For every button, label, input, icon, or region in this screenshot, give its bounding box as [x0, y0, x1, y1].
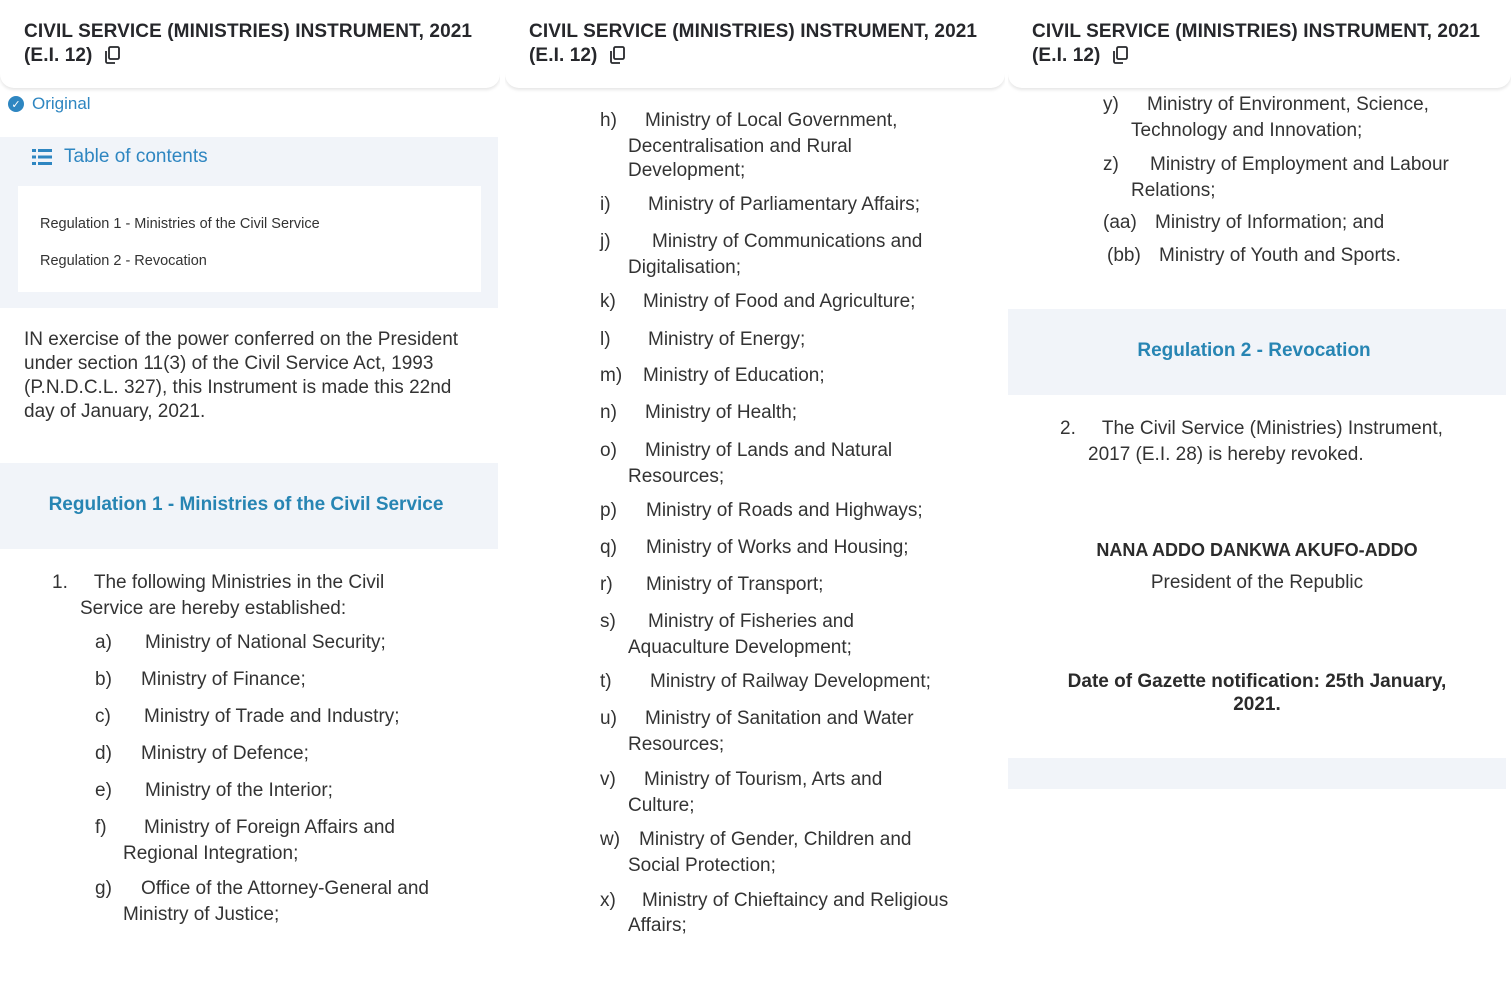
signatory-title: President of the Republic: [1150, 572, 1364, 593]
regulation-2-title: Regulation 2 - Revocation: [1137, 340, 1371, 361]
list-item: k) Ministry of Food and Agriculture;: [600, 291, 916, 312]
list-item: i) Ministry of Parliamentary Affairs;: [600, 194, 921, 215]
regulation-2-text: 2. The Civil Service (Ministries) Instrument,: [1060, 418, 1443, 439]
copy-icon[interactable]: [104, 46, 120, 64]
toc-heading[interactable]: [32, 146, 208, 168]
copy-icon[interactable]: [609, 46, 625, 64]
signatory-name: NANA ADDO DANKWA AKUFO-ADDO: [1096, 540, 1418, 560]
gazette-date: Date of Gazette notification: 25th January, 2021.: [1067, 671, 1447, 715]
list-item-cont: Relations;: [1131, 180, 1216, 201]
list-item-cont: Culture;: [628, 795, 695, 816]
original-label: Original: [32, 94, 91, 113]
footer-band: [1008, 758, 1506, 789]
list-item: h) Ministry of Local Government,: [600, 110, 898, 131]
list-item-cont: Development;: [628, 160, 746, 181]
list-item: t) Ministry of Railway Development;: [600, 671, 931, 692]
toc-heading-label: Table of contents: [64, 146, 208, 167]
list-item: x) Ministry of Chieftaincy and Religious: [600, 890, 949, 911]
list-item: g) Office of the Attorney-General and: [95, 878, 429, 899]
document-title: CIVIL SERVICE (MINISTRIES) INSTRUMENT, 2021: [24, 21, 473, 42]
copy-icon[interactable]: [1112, 46, 1128, 64]
document-code: (E.I. 12): [24, 45, 93, 66]
document-code: (E.I. 12): [529, 45, 598, 66]
regulation-1-intro: 1. The following Ministries in the Civil: [52, 572, 385, 593]
list-item: c) Ministry of Trade and Industry;: [95, 706, 400, 727]
document-header: [505, 0, 1005, 88]
list-item: l) Ministry of Energy;: [600, 329, 806, 350]
document-panel-2: [505, 0, 1005, 986]
list-item-cont: Technology and Innovation;: [1131, 120, 1363, 141]
toc-item-regulation-2[interactable]: Regulation 2 - Revocation: [40, 253, 207, 269]
list-item: u) Ministry of Sanitation and Water: [600, 708, 914, 729]
list-item: m) Ministry of Education;: [600, 365, 825, 386]
document-panel-1: [0, 0, 500, 986]
section-number: 1.: [52, 572, 68, 593]
list-item: s) Ministry of Fisheries and: [600, 611, 854, 632]
list-item: n) Ministry of Health;: [600, 402, 798, 423]
list-item: w) Ministry of Gender, Children and: [600, 829, 912, 850]
list-item-cont: Affairs;: [628, 915, 687, 936]
list-item: (bb) Ministry of Youth and Sports.: [1107, 245, 1401, 266]
list-item-cont: Ministry of Justice;: [123, 904, 280, 925]
list-item: (aa) Ministry of Information; and: [1103, 212, 1385, 233]
list-item: v) Ministry of Tourism, Arts and: [600, 769, 883, 790]
list-item-cont: Digitalisation;: [628, 257, 741, 278]
toc-list: [18, 186, 481, 292]
regulation-1-title: Regulation 1 - Ministries of the Civil Service: [48, 494, 444, 515]
list-item: r) Ministry of Transport;: [600, 574, 824, 595]
list-item: q) Ministry of Works and Housing;: [600, 537, 909, 558]
list-item: o) Ministry of Lands and Natural: [600, 440, 893, 461]
document-code: (E.I. 12): [1032, 45, 1101, 66]
list-item-cont: Decentralisation and Rural: [628, 136, 852, 157]
list-item-cont: Regional Integration;: [123, 843, 299, 864]
list-item-cont: Resources;: [628, 734, 725, 755]
document-header: [0, 0, 500, 88]
preamble: IN exercise of the power conferred on the President under section 11(3) of the Civil Service Act, 1993 (P.N.D.C.L. 327), this Instrument is made this 22nd day of January, 2021.: [24, 329, 459, 422]
document-panel-3: [1008, 0, 1511, 986]
list-item: d) Ministry of Defence;: [95, 743, 309, 764]
list-item: j) Ministry of Communications and: [600, 231, 923, 252]
list-item: y) Ministry of Environment, Science,: [1103, 94, 1429, 115]
document-title: CIVIL SERVICE (MINISTRIES) INSTRUMENT, 2021: [1032, 21, 1481, 42]
list-item-cont: Aquaculture Development;: [628, 637, 852, 658]
list-item: a) Ministry of National Security;: [95, 632, 386, 653]
list-item: z) Ministry of Employment and Labour: [1103, 154, 1449, 175]
list-item: p) Ministry of Roads and Highways;: [600, 500, 923, 521]
list-item: f) Ministry of Foreign Affairs and: [95, 817, 395, 838]
regulation-1-intro-cont: Service are hereby established:: [80, 598, 347, 619]
list-item-cont: Resources;: [628, 466, 725, 487]
list-item: e) Ministry of the Interior;: [95, 780, 333, 801]
document-title: CIVIL SERVICE (MINISTRIES) INSTRUMENT, 2021: [529, 21, 978, 42]
original-status[interactable]: [8, 94, 91, 114]
section-number: 2.: [1060, 418, 1076, 439]
regulation-2-text-cont: 2017 (E.I. 28) is hereby revoked.: [1088, 444, 1364, 465]
toc-item-regulation-1[interactable]: Regulation 1 - Ministries of the Civil Service: [40, 216, 320, 232]
document-header: [1008, 0, 1511, 88]
check-circle-icon: ✓: [8, 96, 24, 112]
list-item: b) Ministry of Finance;: [95, 669, 306, 690]
list-icon: [32, 149, 52, 165]
list-item-cont: Social Protection;: [628, 855, 776, 876]
